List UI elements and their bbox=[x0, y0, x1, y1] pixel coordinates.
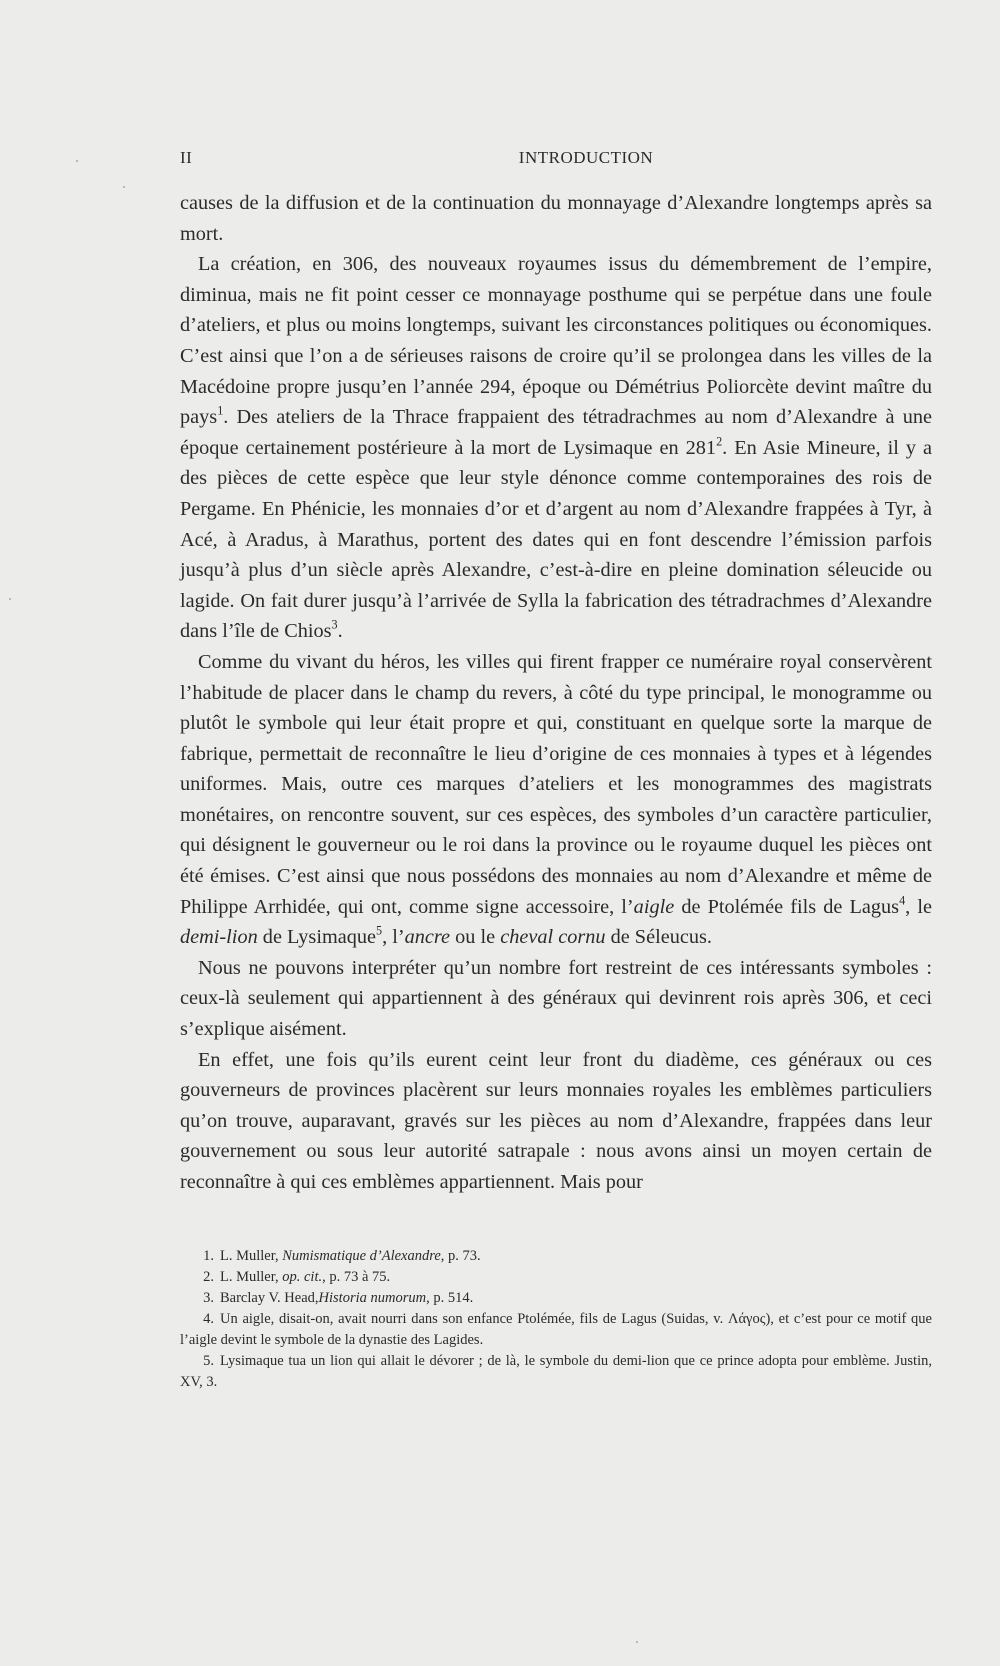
text-run: , p. 73. bbox=[440, 1248, 481, 1264]
text-run: . Des ateliers de la Thrace frappaient des tétradrachmes au nom d’Alexandre à une époque certainement postérieure à la mort de Lysimaque en 281 bbox=[180, 406, 932, 459]
text-run: , p. 73 à 75. bbox=[322, 1269, 391, 1285]
paper-speck bbox=[123, 186, 125, 188]
paragraph bbox=[180, 249, 932, 647]
footnote-ref[interactable]: 3 bbox=[331, 617, 338, 632]
italic-text: aigle bbox=[633, 895, 675, 918]
footnote-number: 3. bbox=[203, 1290, 214, 1306]
paragraph bbox=[180, 647, 932, 953]
paragraph bbox=[180, 953, 932, 1045]
text-run: La création, en 306, des nouveaux royaumes issus du démembrement de l’empire, diminua, mais ne fit point cesser ce monnayage posthume qui se perpétue dans une foule d’ateliers, et plus ou moins longtemps, suivant les circonstances politiques ou économiques. C’est ainsi que l’on a de sérieuses raisons de croire qu’il se prolongea dans les villes de la Macédoine propre jusqu’en l’année 294, époque ou Démétrius Poliorcète devint maître du pays bbox=[180, 253, 932, 429]
paragraph bbox=[180, 1045, 932, 1198]
text-run: , l’ bbox=[382, 926, 405, 949]
footnote-ref[interactable]: 4 bbox=[899, 893, 906, 908]
text-run: ou le bbox=[450, 926, 501, 949]
body-text bbox=[180, 188, 932, 1198]
footnotes bbox=[180, 1246, 932, 1393]
text-run: Lysimaque tua un lion qui allait le dévorer ; de là, le symbole du demi-lion que ce prince adopta pour emblème. Justin, XV, 3. bbox=[180, 1353, 932, 1390]
text-run: de Séleucus. bbox=[605, 926, 712, 949]
text-run: . bbox=[337, 620, 343, 643]
text-run: de Ptolémée fils de Lagus bbox=[674, 895, 900, 918]
footnote-number: 5. bbox=[203, 1353, 214, 1369]
italic-text: op. cit. bbox=[282, 1269, 323, 1285]
footnote-ref[interactable]: 2 bbox=[716, 434, 723, 449]
italic-text: Numismatique d’Alexandre bbox=[282, 1248, 441, 1264]
paper-speck bbox=[636, 1641, 638, 1643]
footnote-number: 4. bbox=[203, 1311, 214, 1327]
paper-speck bbox=[76, 160, 78, 162]
footnote-ref[interactable]: 1 bbox=[217, 403, 224, 418]
italic-text: ancre bbox=[404, 926, 451, 949]
footnote-number: 1. bbox=[203, 1248, 214, 1264]
paragraph bbox=[180, 188, 932, 249]
text-run: de Lysimaque bbox=[257, 926, 377, 949]
paper-speck bbox=[9, 598, 11, 600]
footnote bbox=[180, 1309, 932, 1351]
text-run: Nous ne pouvons interpréter qu’un nombre fort restreint de ces intéressants symboles : ceux-là seulement qui appartiennent à des généraux qui devinrent rois après 306, et ceci s’explique aisément. bbox=[180, 956, 932, 1041]
text-run: L. Muller, bbox=[220, 1269, 283, 1285]
footnote bbox=[180, 1351, 932, 1393]
footnote-number: 2. bbox=[203, 1269, 214, 1285]
text-run: causes de la diffusion et de la continuation du monnayage d’Alexandre longtemps après sa mort. bbox=[180, 192, 932, 245]
running-title: INTRODUCTION bbox=[518, 148, 654, 167]
text-run: Comme du vivant du héros, les villes qui firent frapper ce numéraire royal conservèrent l’habitude de placer dans le champ du revers, à côté du type principal, le monogramme ou plutôt le symbole qui leur était propre et qui, constituant en quelque sorte la marque de fabrique, permettait de reconnaître le lieu d’origine de ces monnaies à types et à légendes uniformes. Mais, outre ces marques d’ateliers et les monogrammes des magistrats monétaires, on rencontre souvent, sur ces espèces, des symboles d’un caractère particulier, qui désignent le gouverneur ou le roi dans la province ou le royaume duquel les pièces ont été émises. C’est ainsi que nous possédons des monnaies au nom d’Alexandre et même de Philippe Arrhidée, qui ont, comme signe accessoire, l’ bbox=[180, 650, 932, 918]
footnote bbox=[180, 1246, 932, 1267]
text-run: Barclay V. Head, bbox=[220, 1290, 319, 1306]
footnote bbox=[180, 1288, 932, 1309]
italic-text: Historia numorum bbox=[318, 1290, 427, 1306]
text-run: Un aigle, disait-on, avait nourri dans son enfance Ptolémée, fils de Lagus (Suidas, v. Λάγος), et c’est pour ce motif que l’aigle devint le symbole de la dynastie des Lagides. bbox=[180, 1311, 932, 1348]
running-header bbox=[180, 148, 932, 172]
text-run: , p. 514. bbox=[426, 1290, 474, 1306]
text-run: En effet, une fois qu’ils eurent ceint leur front du diadème, ces généraux ou ces gouverneurs de provinces placèrent sur leurs monnaies royales les emblèmes particuliers qu’on trouve, auparavant, gravés sur les pièces au nom d’Alexandre, frappées dans leur gouvernement ou sous leur autorité satrapale : nous avons ainsi un moyen certain de reconnaître à qui ces emblèmes appartiennent. Mais pour bbox=[180, 1048, 932, 1193]
page-number: II bbox=[180, 148, 193, 167]
italic-text: demi-lion bbox=[180, 926, 258, 949]
italic-text: cheval cornu bbox=[500, 926, 606, 949]
footnote-ref[interactable]: 5 bbox=[376, 923, 383, 938]
text-run: , le bbox=[905, 895, 932, 918]
text-run: . En Asie Mineure, il y a des pièces de cette espèce que leur style dénonce comme contemporaines des rois de Pergame. En Phénicie, les monnaies d’or et d’argent au nom d’Alexandre frappées à Tyr, à Acé, à Aradus, à Marathus, portent des dates qui en font descendre l’émission parfois jusqu’à plus d’un siècle après Alexandre, c’est-à-dire en pleine domination séleucide ou lagide. On fait durer jusqu’à l’arrivée de Sylla la fabrication des tétradrachmes d’Alexandre dans l’île de Chios bbox=[180, 436, 932, 643]
footnote bbox=[180, 1267, 932, 1288]
text-run: L. Muller, bbox=[220, 1248, 283, 1264]
